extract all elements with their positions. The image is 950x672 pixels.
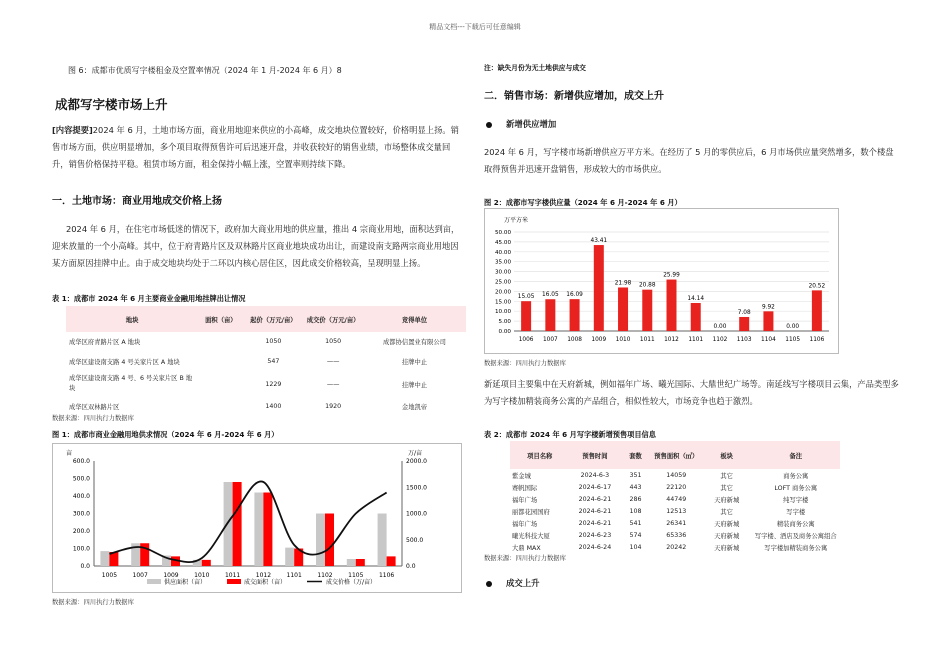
table2-header-cell: 预售面积（㎡）: [651, 441, 702, 469]
table2-cell: LOFT 商务公寓: [774, 484, 818, 492]
table1-cell: 1050: [244, 332, 304, 352]
data-label: 16.09: [566, 292, 583, 299]
table1-header-row: [66, 306, 466, 332]
land-paragraph: 2024 年 6 月，在住宅市场低迷的情况下，政府加大商业用地的供应量，推出 4 宗商业用地，面积达到亩，迎来放量的一个小高峰。其中，位于府青路片区及双林路片区商业地块成功出让，而建设南支路两宗商业用地因某方面原因挂牌中止。由于成交地块均处于二环以内核心居住区，因此成交价格较高，呈现明显上扬。: [52, 224, 460, 268]
table1-cell: 挂牌中止: [363, 352, 466, 372]
x-tick-label: 1005: [101, 572, 118, 579]
section-title: 成都写字楼市场上升: [55, 97, 168, 112]
table2-body: [510, 469, 840, 553]
data-label: 43.41: [590, 238, 608, 245]
bar: [667, 280, 677, 331]
table2-caption: 表 2：成都市 2024 年 6 月写字楼新增预售项目信息: [484, 430, 656, 439]
y-right-tick: 0.0: [406, 563, 416, 570]
table2-cell: 541: [629, 519, 642, 527]
table-row: [66, 332, 466, 352]
bar: [739, 317, 749, 331]
x-tick-label: 1106: [809, 337, 825, 343]
y-left-tick: 200.0: [72, 528, 90, 535]
table2-cell: 天府新城: [714, 544, 740, 552]
y-left-tick: 100.0: [72, 545, 90, 553]
table2-cell: 商务公寓: [783, 472, 809, 480]
table2-cell: 赛帆国际: [512, 484, 538, 492]
y-right-tick: 1000.0: [406, 510, 427, 518]
table1-source: 数据来源：四川执行力数据库: [52, 415, 134, 422]
table2-cell: 20242: [666, 543, 687, 551]
x-tick-label: 1105: [785, 337, 801, 343]
table2-cell: 574: [629, 531, 642, 539]
table2-header-cell: 项目名称: [510, 441, 569, 469]
y-tick-label: 30.00: [494, 269, 511, 276]
legend-swatch-supply: [147, 579, 161, 584]
data-label: 15.05: [517, 294, 535, 301]
table1-cell: [198, 372, 243, 397]
table1-cell: [198, 352, 243, 372]
legend-swatch-deal: [227, 579, 241, 584]
bar-deal: [233, 482, 242, 566]
table-row: [66, 372, 466, 397]
data-label: 7.08: [737, 309, 751, 316]
table1-cell: 成华区建设南支路 4 号、6 号关家片区 B 地块: [66, 372, 198, 397]
header-note: 精品文档---下载后可任意编辑: [429, 23, 521, 31]
bar: [545, 299, 555, 331]
table2-header-cell: 备注: [752, 441, 841, 469]
table1-header-cell: 竞得单位: [363, 306, 466, 332]
y-left-unit: 亩: [66, 450, 73, 457]
fig2-caption: 图 2：成都市写字楼供应量（2024 年 6 月-2024 年 6 月）: [484, 198, 682, 207]
fig1-caption: 图 1：成都市商业金融用地供求情况（2024 年 6 月-2024 年 6 月）: [52, 430, 279, 439]
x-tick-label: 1102: [712, 337, 728, 343]
y-right-tick: 1500.0: [406, 484, 427, 492]
table1-cell: 1920: [303, 397, 363, 417]
fig6-caption: 图 6：成都市优质写字楼租金及空置率情况（2024 年 1 月-2024 年 6 月）8: [68, 66, 342, 75]
table1-cell: ——: [303, 372, 363, 397]
table-row: [66, 352, 466, 372]
table2-cell: 天府新城: [714, 532, 740, 540]
bullet-new-supply: [486, 118, 556, 130]
legend-label-supply: 供应面积（亩）: [164, 579, 207, 586]
table2-header-row: [510, 441, 840, 469]
bullet-sales-rise: [486, 577, 540, 589]
fig1-source: 数据来源：四川执行力数据库: [52, 599, 134, 606]
table-row: [510, 517, 840, 529]
table2-cell: 2024-6-21: [578, 519, 612, 527]
sales-paragraph: 2024 年 6 月，写字楼市场新增供应万平方米。在经历了 5 月的零供应后，6 月市场供应量突然增多，数个楼盘取得预售并迅速开盘销售，形成较大的市场供应。: [484, 147, 894, 174]
x-tick-label: 1101: [688, 337, 704, 343]
bar-supply: [378, 514, 387, 567]
table1-cell: [198, 397, 243, 417]
y-right-tick: 2000.0: [406, 458, 427, 465]
table2-cell: 其它: [720, 484, 733, 492]
table1-cell: 成华区建设南支路 4 号关家片区 A 地块: [66, 352, 198, 372]
table1-header-cell: 成交价（万元/亩）: [303, 306, 363, 332]
x-tick-label: 1102: [317, 572, 333, 579]
y-left-tick: 300.0: [72, 510, 90, 518]
fig1-chart: [52, 443, 462, 593]
table-row: [510, 493, 840, 505]
y-tick-label: 35.00: [494, 259, 511, 266]
bar-supply: [100, 551, 109, 566]
table1-header-cell: 地块: [66, 306, 198, 332]
table2-cell: 天府新城: [714, 496, 740, 504]
table2-cell: 福年广场: [512, 520, 538, 528]
projects-paragraph: 新延项目主要集中在天府新城，例如福年广场、曦光国际、大鼎世纪广场等。南延线写字楼项目云集，产品类型多为写字楼加精装商务公寓的产品组合，相似性较大，市场竞争也趋于激烈。: [484, 379, 899, 406]
table2-cell: 286: [629, 495, 642, 503]
y-tick-label: 15.00: [494, 299, 511, 306]
table2-cell: 108: [629, 507, 642, 515]
summary-text: 2024 年 6 月，土地市场方面，商业用地迎来供应的小高峰，成交地块位置较好，价格明显上扬。销售市场方面，供应明显增加，多个项目取得预售许可后迅速开盘，并收获较好的销售业绩，市场整体成交量回升，销售价格保持平稳。租赁市场方面，租金保持小幅上涨，空置率则持续下降。: [52, 125, 459, 169]
table2-header-cell: 预售时间: [569, 441, 620, 469]
table1-cell: 成华区双林路片区: [66, 397, 198, 417]
bar-supply: [224, 482, 233, 566]
y-axis-label: 万平方米: [504, 217, 529, 224]
x-tick-label: 1010: [615, 337, 631, 343]
table2-cell: 12513: [666, 507, 687, 515]
legend-label-deal: 成交面积（亩）: [244, 579, 287, 586]
table-row: [510, 505, 840, 517]
legend-label-price: 成交价格（万/亩）: [326, 579, 377, 586]
x-tick-label: 1009: [163, 572, 179, 579]
table1-cell: 挂牌中止: [363, 372, 466, 397]
bar: [570, 299, 580, 331]
table1-cell: [198, 332, 243, 352]
table1-header-cell: 起价（万元/亩）: [244, 306, 304, 332]
x-tick-label: 1011: [639, 337, 655, 343]
x-tick-label: 1012: [255, 572, 272, 579]
bar-deal: [263, 493, 272, 567]
bar: [812, 290, 822, 331]
y-tick-label: 45.00: [494, 239, 511, 246]
y-left-tick: 600.0: [72, 458, 90, 465]
summary-paragraph: [52, 122, 462, 173]
bar-supply: [254, 493, 263, 567]
summary-label: [内容提要]: [52, 125, 93, 135]
bar: [763, 311, 773, 331]
table-row: [510, 541, 840, 553]
bar: [691, 303, 701, 331]
y-right-unit: 万/亩: [408, 450, 423, 457]
y-left-tick: 0.0: [80, 563, 90, 570]
x-tick-label: 1105: [348, 572, 364, 579]
bar: [642, 290, 652, 331]
table2-cell: 写字楼、酒店及商务公寓组合: [754, 532, 837, 540]
fig2-source: 数据来源：四川执行力数据库: [484, 360, 566, 367]
bar-deal: [325, 514, 334, 567]
y-right-tick: 500.0: [406, 536, 424, 544]
table2: [510, 441, 840, 553]
table-row: [510, 481, 840, 493]
table1-cell: 1400: [244, 397, 304, 417]
table2-cell: 14059: [666, 471, 687, 479]
x-tick-label: 1103: [736, 337, 752, 343]
table2-cell: 44749: [666, 495, 687, 503]
bar-supply: [347, 559, 356, 566]
data-label: 16.05: [542, 292, 559, 299]
table1: [66, 306, 466, 417]
table2-source: 数据来源：四川执行力数据库: [484, 555, 566, 562]
y-tick-label: 10.00: [494, 309, 511, 316]
table2-cell: 天府新城: [714, 520, 740, 528]
table-row: [510, 469, 840, 481]
table2-cell: 写字楼加精装商务公寓: [764, 544, 828, 552]
table2-cell: 22120: [666, 483, 687, 491]
table2-cell: 2024-6-21: [578, 495, 612, 503]
table2-cell: 104: [629, 543, 642, 551]
table1-cell: 547: [244, 352, 304, 372]
data-label: 20.52: [808, 283, 826, 290]
x-tick-label: 1106: [378, 572, 395, 579]
table2-cell: 纯写字楼: [783, 496, 809, 504]
y-tick-label: 20.00: [494, 289, 511, 296]
table2-cell: 2024-6-23: [578, 531, 612, 539]
table1-cell: ——: [303, 352, 363, 372]
data-label: 9.92: [761, 304, 775, 311]
bullet-dot-icon: [486, 122, 492, 128]
table2-cell: 65336: [666, 531, 687, 539]
data-label: 21.98: [614, 280, 632, 287]
x-tick-label: 1012: [664, 337, 679, 343]
table1-cell: 金地凯帝: [363, 397, 466, 417]
table1-cell: 1050: [303, 332, 363, 352]
table2-cell: 2024-6-24: [578, 543, 612, 551]
y-tick-label: 25.00: [494, 279, 511, 286]
bar: [618, 287, 628, 331]
bar-supply: [316, 514, 325, 567]
x-tick-label: 1007: [542, 337, 558, 343]
data-label: 0.00: [713, 324, 727, 330]
table2-cell: 写字楼: [786, 508, 806, 516]
bullet-label: 成交上升: [506, 578, 540, 588]
y-tick-label: 5.00: [498, 319, 511, 326]
data-label: 14.14: [687, 296, 705, 303]
bar-supply: [285, 548, 294, 566]
table2-cell: 曦光科技大厦: [512, 532, 550, 540]
sales-title: 二．销售市场：新增供应增加，成交上升: [484, 91, 664, 102]
table1-cell: 1229: [244, 372, 304, 397]
table2-cell: 443: [629, 483, 642, 491]
bullet-label: 新增供应增加: [506, 119, 557, 129]
table2-cell: 其它: [720, 472, 733, 480]
data-label: 20.88: [638, 282, 656, 289]
y-tick-label: 50.00: [494, 230, 511, 236]
fig2-chart: [484, 208, 839, 354]
top-note: 注：缺失月份为无土地供应与成交: [484, 64, 586, 72]
x-tick-label: 1011: [224, 572, 241, 579]
bar-deal: [387, 556, 396, 566]
x-tick-label: 1010: [194, 572, 210, 579]
table2-cell: 福年广场: [512, 496, 538, 504]
table2-cell: 2024-6-3: [580, 471, 610, 479]
y-left-tick: 400.0: [72, 493, 90, 500]
table2-header-cell: 板块: [702, 441, 752, 469]
data-label: 25.99: [663, 272, 680, 279]
x-tick-label: 1006: [518, 337, 534, 343]
x-tick-label: 1008: [567, 337, 582, 343]
x-tick-label: 1101: [286, 572, 302, 579]
y-tick-label: 40.00: [494, 249, 511, 256]
bar: [594, 245, 604, 331]
table2-cell: 2024-6-21: [578, 507, 612, 515]
y-left-tick: 500.0: [72, 475, 90, 483]
x-tick-label: 1104: [761, 337, 776, 343]
table2-header-cell: 套数: [620, 441, 650, 469]
bullet-dot-icon: [486, 581, 492, 587]
bar: [521, 301, 531, 331]
y-tick-label: 0.00: [498, 329, 511, 335]
table1-caption: 表 1：成都市 2024 年 6 月主要商业金融用地挂牌出让情况: [52, 294, 246, 303]
table1-cell: 成华区府青路片区 A 地块: [66, 332, 198, 352]
chart-frame: [485, 209, 839, 354]
bar-deal: [202, 560, 211, 566]
table2-cell: 大鼎 MAX: [512, 544, 541, 552]
table2-cell: 2024-6-17: [578, 483, 612, 491]
table-row: [510, 529, 840, 541]
table1-cell: 成都协信置业有限公司: [363, 332, 466, 352]
table2-cell: 其它: [720, 508, 733, 516]
x-tick-label: 1007: [132, 572, 148, 579]
table2-cell: 精装商务公寓: [776, 520, 815, 528]
table2-cell: 丽都花园国府: [512, 508, 550, 516]
data-label: 0.00: [786, 324, 800, 330]
table1-header-cell: 面积（亩）: [198, 306, 243, 332]
table2-cell: 紫金城: [512, 472, 531, 480]
land-title: 一．土地市场：商业用地成交价格上扬: [52, 196, 222, 207]
x-tick-label: 1009: [591, 337, 607, 343]
table2-cell: 351: [629, 471, 642, 479]
bar-deal: [356, 559, 365, 566]
table2-cell: 26341: [666, 519, 687, 527]
